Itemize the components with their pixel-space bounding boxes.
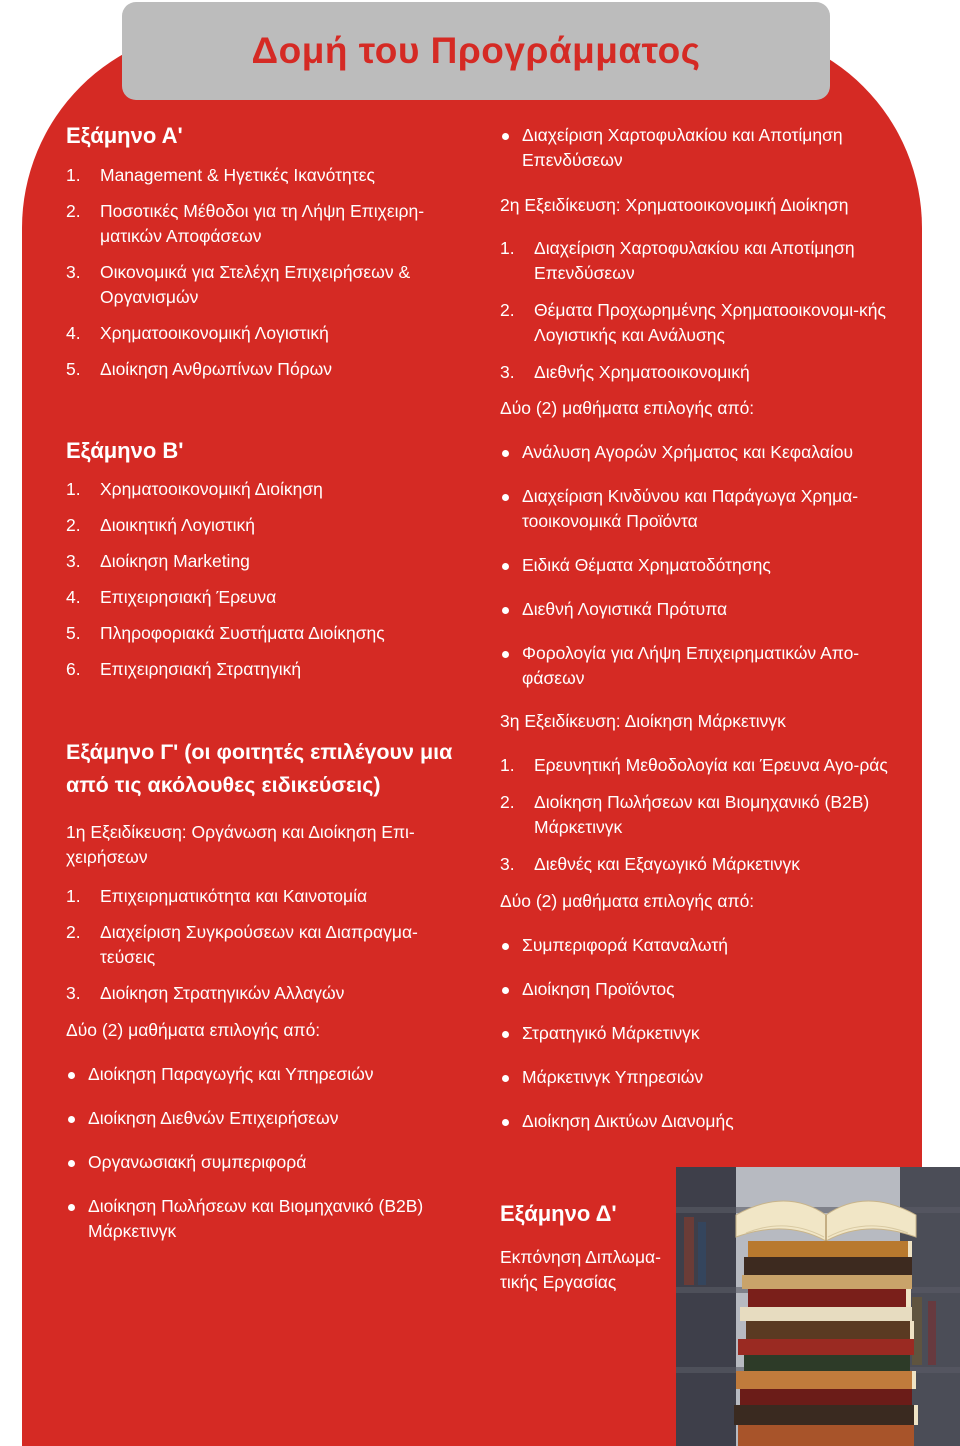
list-item: Διοίκηση Παραγωγής και Υπηρεσιών <box>66 1062 466 1087</box>
list-item: Μάρκετινγκ Υπηρεσιών <box>500 1065 905 1090</box>
specialization-1-electives <box>66 1062 466 1244</box>
bullet-icon <box>500 553 522 578</box>
bullet-icon <box>66 1062 88 1087</box>
specialization-3-list <box>500 753 905 877</box>
list-item: Διοίκηση Πωλήσεων και Βιομηχανικό (B2B) Μάρκετινγκ <box>66 1194 466 1244</box>
right-column <box>500 118 905 1295</box>
list-item: 3. Διοίκηση Marketing <box>66 551 250 571</box>
list-item: Ειδικά Θέματα Χρηματοδότησης <box>500 553 905 578</box>
specialization-3-electives <box>500 933 905 1134</box>
list-item: 4. Χρηματοοικονομική Λογιστική <box>66 323 329 343</box>
specialization-3-electives-label: Δύο (2) μαθήματα επιλογής από: <box>500 891 755 911</box>
specialization-3-heading: 3η Εξειδίκευση: Διοίκηση Μάρκετινγκ <box>500 711 786 731</box>
books-stack-illustration <box>676 1167 960 1446</box>
list-item: 4. Επιχειρησιακή Έρευνα <box>66 587 277 607</box>
bullet-icon <box>500 597 522 622</box>
specialization-1-list <box>66 884 466 1006</box>
specialization-2-electives <box>500 440 905 691</box>
list-item: Ανάλυση Αγορών Χρήματος και Κεφαλαίου <box>500 440 905 465</box>
bullet-icon <box>66 1194 88 1244</box>
bullet-icon <box>500 484 522 534</box>
list-item: Φορολογία για Λήψη Επιχειρηματικών Απο-φάσεων <box>500 641 905 691</box>
bullet-icon <box>500 440 522 465</box>
semester-a-list <box>66 163 466 382</box>
list-item: 2. Διοικητική Λογιστική <box>66 515 256 535</box>
list-item: Διαχείριση Κινδύνου και Παράγωγα Χρημα-τοοικονομικά Προϊόντα <box>500 484 905 534</box>
bullet-icon <box>500 977 522 1002</box>
list-item: 6. Επιχειρησιακή Στρατηγική <box>66 659 302 679</box>
left-column <box>66 118 466 1244</box>
list-item: 1. Ερευνητική Μεθοδολογία και Έρευνα Αγο-ράς <box>500 755 888 775</box>
bullet-icon <box>500 1021 522 1046</box>
bullet-icon <box>500 123 522 173</box>
page-title: Δομή του Προγράμματος <box>251 30 701 71</box>
list-item: Διοίκηση Δικτύων Διανομής <box>500 1109 905 1134</box>
list-item: 1. Επιχειρηματικότητα και Καινοτομία <box>66 886 368 906</box>
list-item: 2. Διοίκηση Πωλήσεων και Βιομηχανικό (B2B) Μάρκετινγκ <box>500 792 870 837</box>
list-item: Διαχείριση Χαρτοφυλακίου και Αποτίμηση Επενδύσεων <box>500 123 905 173</box>
list-item: Στρατηγικό Μάρκετινγκ <box>500 1021 905 1046</box>
list-item: 2. Διαχείριση Συγκρούσεων και Διαπραγμα-τεύσεις <box>66 922 418 967</box>
list-item: 3. Διοίκηση Στρατηγικών Αλλαγών <box>66 983 345 1003</box>
list-item: 5. Πληροφοριακά Συστήματα Διοίκησης <box>66 623 385 643</box>
list-item: 5. Διοίκηση Ανθρωπίνων Πόρων <box>66 359 333 379</box>
bullet-icon <box>66 1150 88 1175</box>
specialization-2-list <box>500 236 905 385</box>
semester-c-heading: Εξάμηνο Γ' (οι φοιτητές επιλέγουν μια από τις ακόλουθες ειδικεύσεις) <box>66 740 453 797</box>
list-item: Οργανωσιακή συμπεριφορά <box>66 1150 466 1175</box>
specialization-2-heading: 2η Εξειδίκευση: Χρηματοοικονομική Διοίκηση <box>500 195 849 215</box>
list-item: Διεθνή Λογιστικά Πρότυπα <box>500 597 905 622</box>
semester-d-text: Εκπόνηση Διπλωμα-τικής Εργασίας <box>500 1247 661 1292</box>
list-item: Συμπεριφορά Καταναλωτή <box>500 933 905 958</box>
specialization-1-heading: 1η Εξειδίκευση: Οργάνωση και Διοίκηση Επι-χειρήσεων <box>66 822 415 867</box>
list-item: 2. Ποσοτικές Μέθοδοι για τη Λήψη Επιχειρη-ματικών Αποφάσεων <box>66 201 425 246</box>
list-item: 3. Διεθνές και Εξαγωγικό Μάρκετινγκ <box>500 854 800 874</box>
semester-a-heading: Εξάμηνο Α' <box>66 123 183 148</box>
semester-b-heading: Εξάμηνο Β' <box>66 438 184 463</box>
books-stack-photo <box>676 1167 960 1446</box>
bullet-icon <box>500 641 522 691</box>
title-banner <box>122 2 830 100</box>
list-item: 2. Θέματα Προχωρημένης Χρηματοοικονομι-κής Λογιστικής και Ανάλυσης <box>500 300 886 345</box>
semester-b-list <box>66 477 466 682</box>
list-item: 3. Οικονομικά για Στελέχη Επιχειρήσεων & Οργανισμών <box>66 262 411 307</box>
specialization-2-electives-label: Δύο (2) μαθήματα επιλογής από: <box>500 398 755 418</box>
list-item: 3. Διεθνής Χρηματοοικονομική <box>500 362 750 382</box>
list-item: 1. Χρηματοοικονομική Διοίκηση <box>66 479 323 499</box>
bullet-icon <box>500 933 522 958</box>
list-item: Διοίκηση Διεθνών Επιχειρήσεων <box>66 1106 466 1131</box>
specialization-1-electives-label: Δύο (2) μαθήματα επιλογής από: <box>66 1020 321 1040</box>
list-item: 1. Διαχείριση Χαρτοφυλακίου και Αποτίμηση Επενδύσεων <box>500 238 855 283</box>
list-item: 1. Management & Ηγετικές Ικανότητες <box>66 165 375 185</box>
bullet-icon <box>500 1109 522 1134</box>
bullet-icon <box>500 1065 522 1090</box>
list-item: Διοίκηση Προϊόντος <box>500 977 905 1002</box>
bullet-icon <box>66 1106 88 1131</box>
semester-d-heading: Εξάμηνο Δ' <box>500 1201 617 1226</box>
